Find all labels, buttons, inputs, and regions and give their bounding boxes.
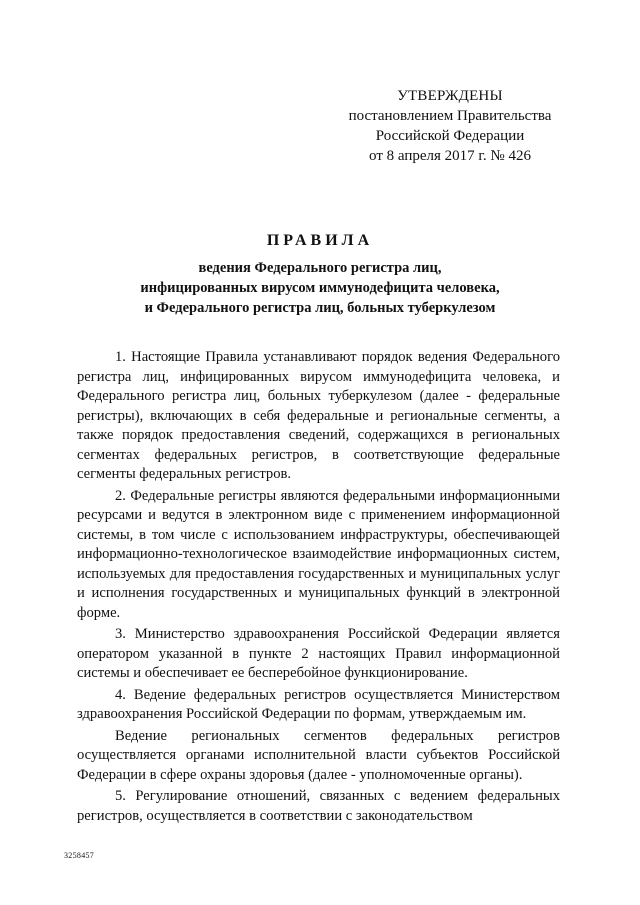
paragraph-5: 5. Регулирование отношений, связанных с ведением федеральных регистров, осуществляется в соответствии с законодательством [77,788,560,824]
approval-stamp [330,86,570,166]
document-title: ПРАВИЛА [266,232,374,249]
paragraph-2: 2. Федеральные регистры являются федеральными информационными ресурсами и ведутся в электронном виде с применением информационной системы, в том числе с использованием инфраструктуры, обеспечивающей информационно-технологическое взаимодействие информационных систем, используемых для предоставления государственных и муниципальных услуг и исполнения государственных и муниципальных функций в электронной форме. [77,487,560,621]
paragraph-1: 1. Настоящие Правила устанавливают порядок ведения Федерального регистра лиц, инфицированных вирусом иммунодефицита человека, и Федерального регистра лиц, больных туберкулезом (далее - федеральные регистры), включающих в себя федеральные и региональные сегменты, а также порядок предоставления сведений, содержащихся в региональных сегментах федеральных регистров, в соответствующие федеральные сегменты федеральных регистров. [77,349,560,482]
approval-line-3: от 8 апреля 2017 г. № 426 [369,148,531,164]
subtitle-line-1: ведения Федерального регистра лиц, [198,260,442,276]
subtitle-line-2: инфицированных вирусом иммунодефицита человека, [140,280,500,296]
subtitle-line-3: и Федерального регистра лиц, больных туберкулезом [144,300,496,316]
document-number: 3258457 [64,851,95,860]
document-subtitle [60,258,580,318]
paragraph-4: 4. Ведение федеральных регистров осуществляется Министерством здравоохранения Российской Федерации по формам, утверждаемым им. [77,686,560,722]
approval-heading: УТВЕРЖДЕНЫ [397,88,503,104]
approval-line-1: постановлением Правительства [348,108,552,124]
document-body [77,348,560,826]
approval-line-2: Российской Федерации [375,128,525,144]
paragraph-4-continued: Ведение региональных сегментов федеральных регистров осуществляется органами исполнительной власти субъектов Российской Федерации в сфере охраны здоровья (далее - уполномоченные органы). [77,727,560,783]
paragraph-3: 3. Министерство здравоохранения Российской Федерации является оператором указанной в пункте 2 настоящих Правил информационной системы и обеспечивает ее бесперебойное функционирование. [77,626,560,681]
